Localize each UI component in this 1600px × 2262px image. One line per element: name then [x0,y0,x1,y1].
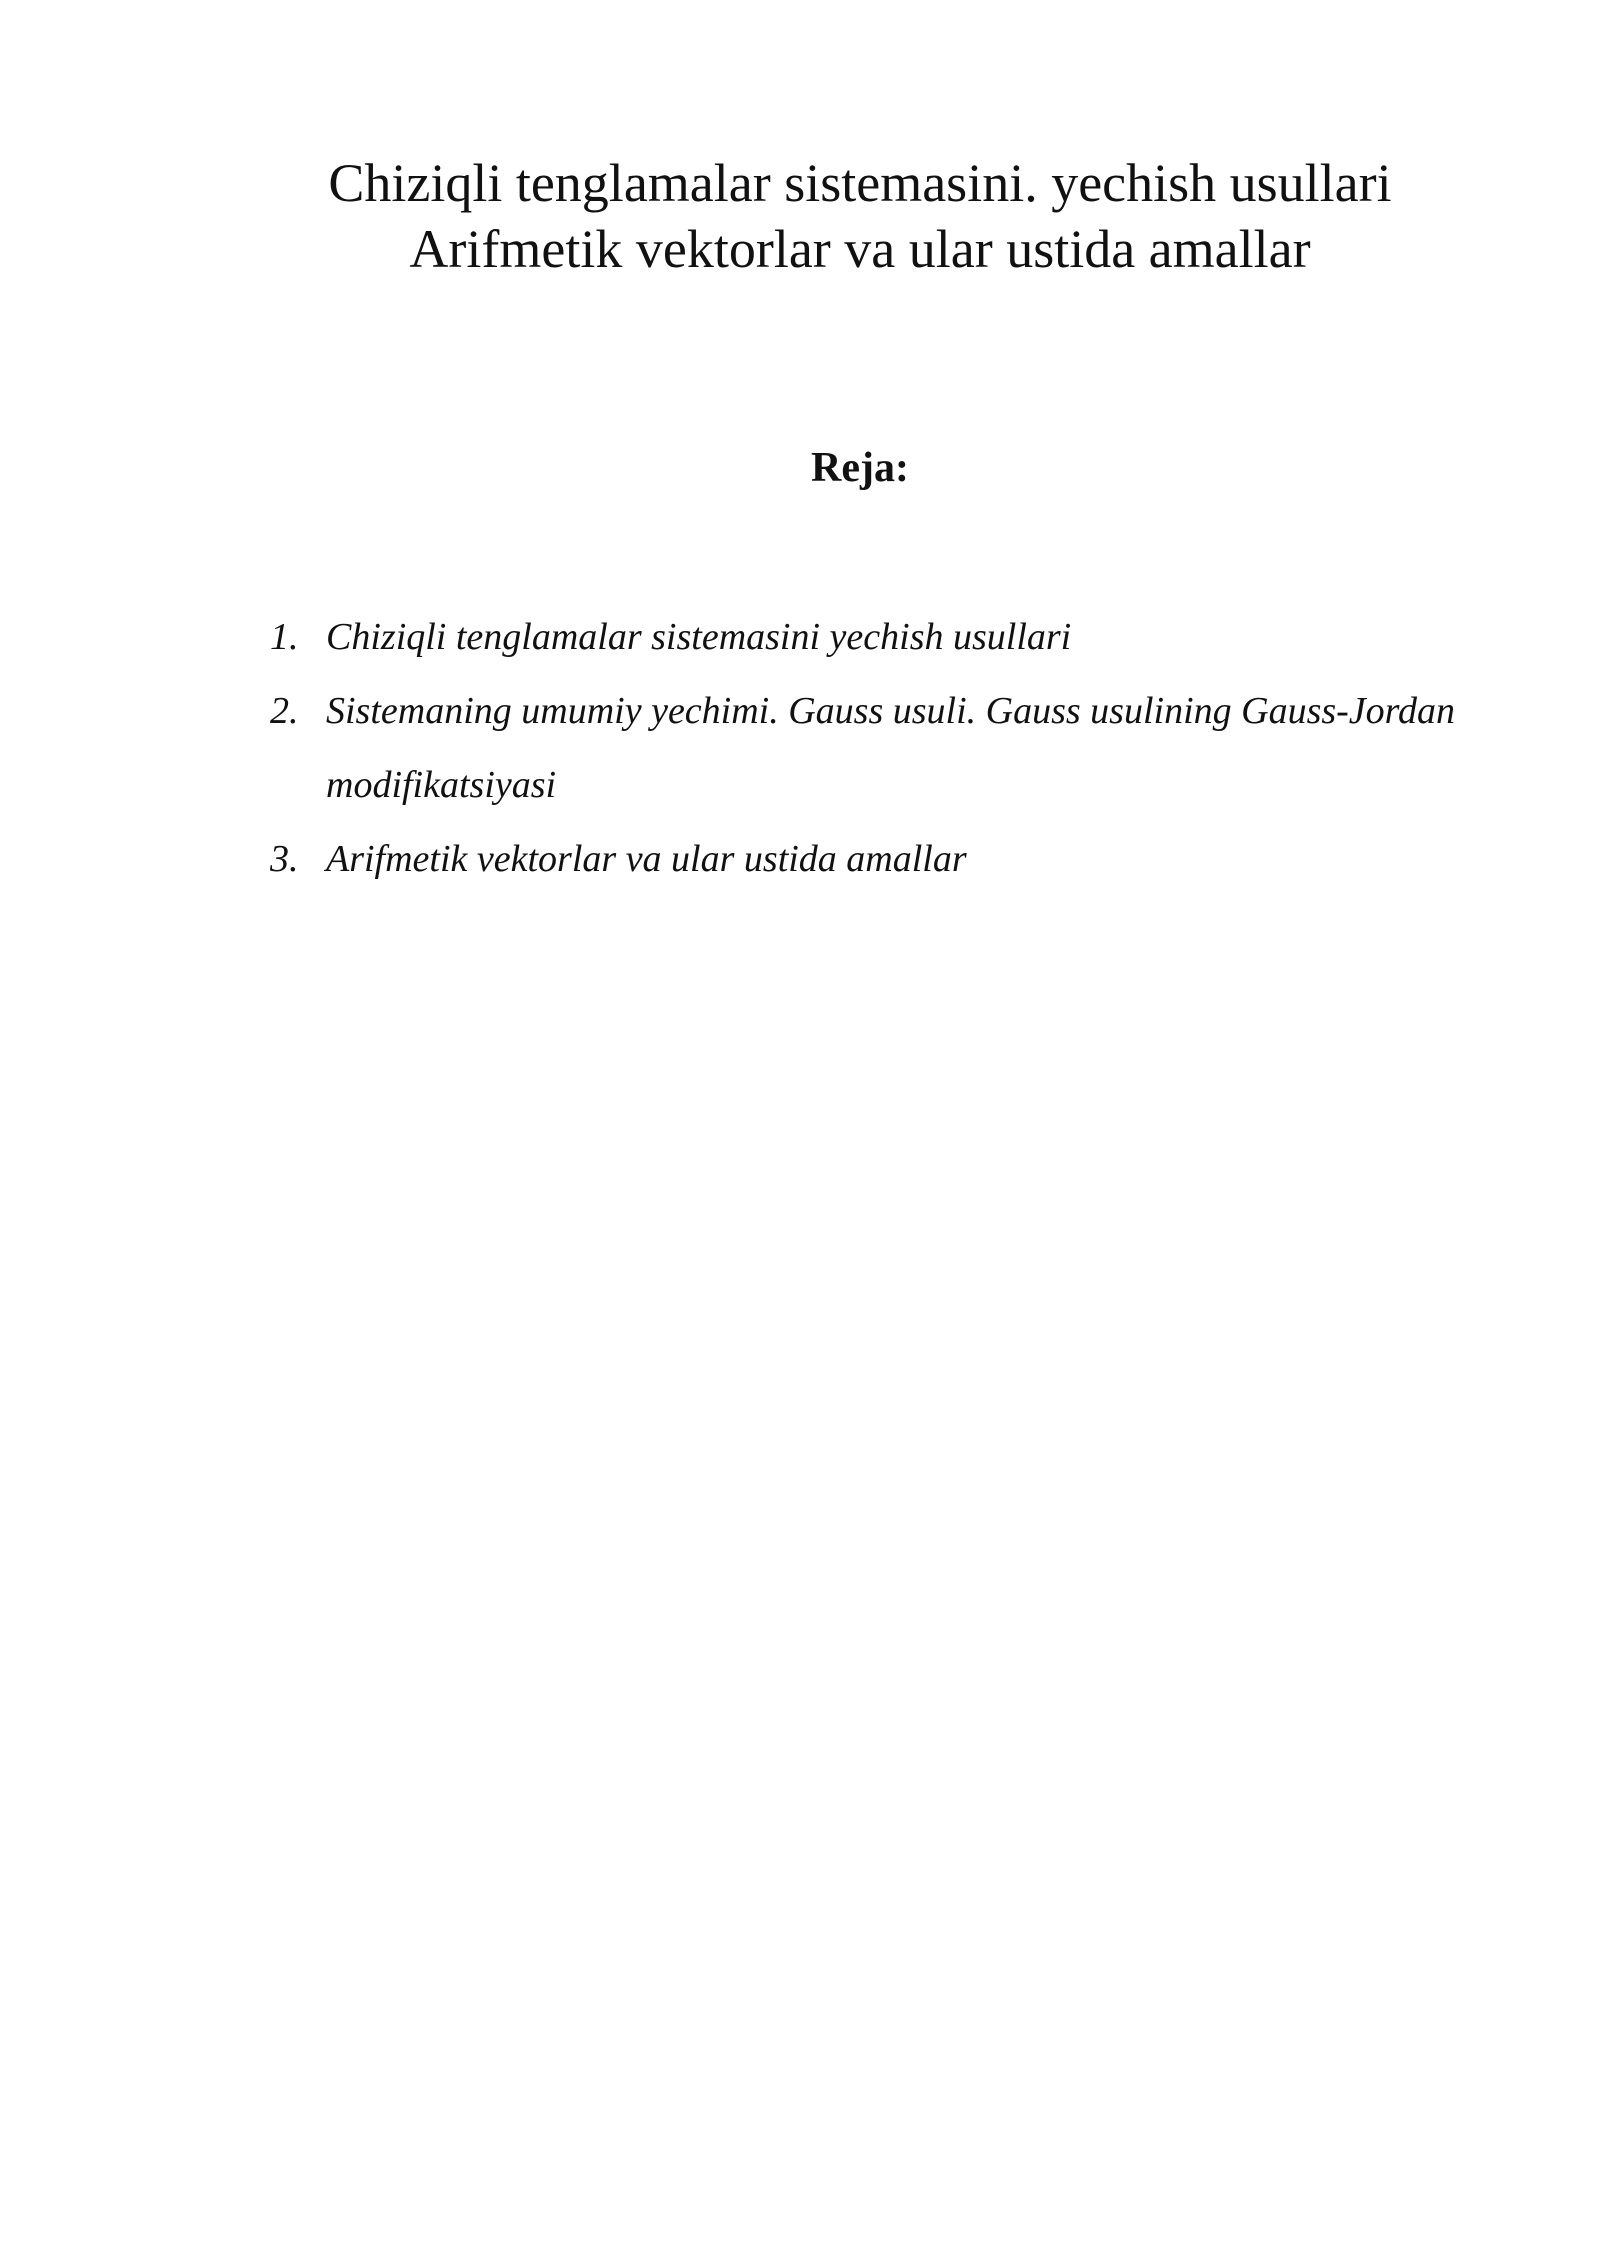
list-item-number: 2. [270,690,299,732]
title-line-1: Chiziqli tenglamalar sistemasini. yechish usullari [328,153,1392,213]
list-item-number: 1. [270,616,299,658]
title-line-2: Arifmetik vektorlar va ular ustida amallar [409,219,1311,279]
list-item-text: Arifmetik vektorlar va ular ustida amallar [326,838,967,880]
page-title [230,150,1490,282]
list-item-text: Sistemaning umumiy yechimi. Gauss usuli. Gauss usulining Gauss-Jordan modifikatsiyasi [326,690,1456,806]
list-item [270,822,1510,896]
list-item-number: 3. [270,838,299,880]
plan-list [270,600,1510,896]
list-item [270,674,1510,822]
list-item-text: Chiziqli tenglamalar sistemasini yechish usullari [326,616,1072,658]
plan-heading: Reja: [811,445,909,491]
list-item [270,600,1510,674]
